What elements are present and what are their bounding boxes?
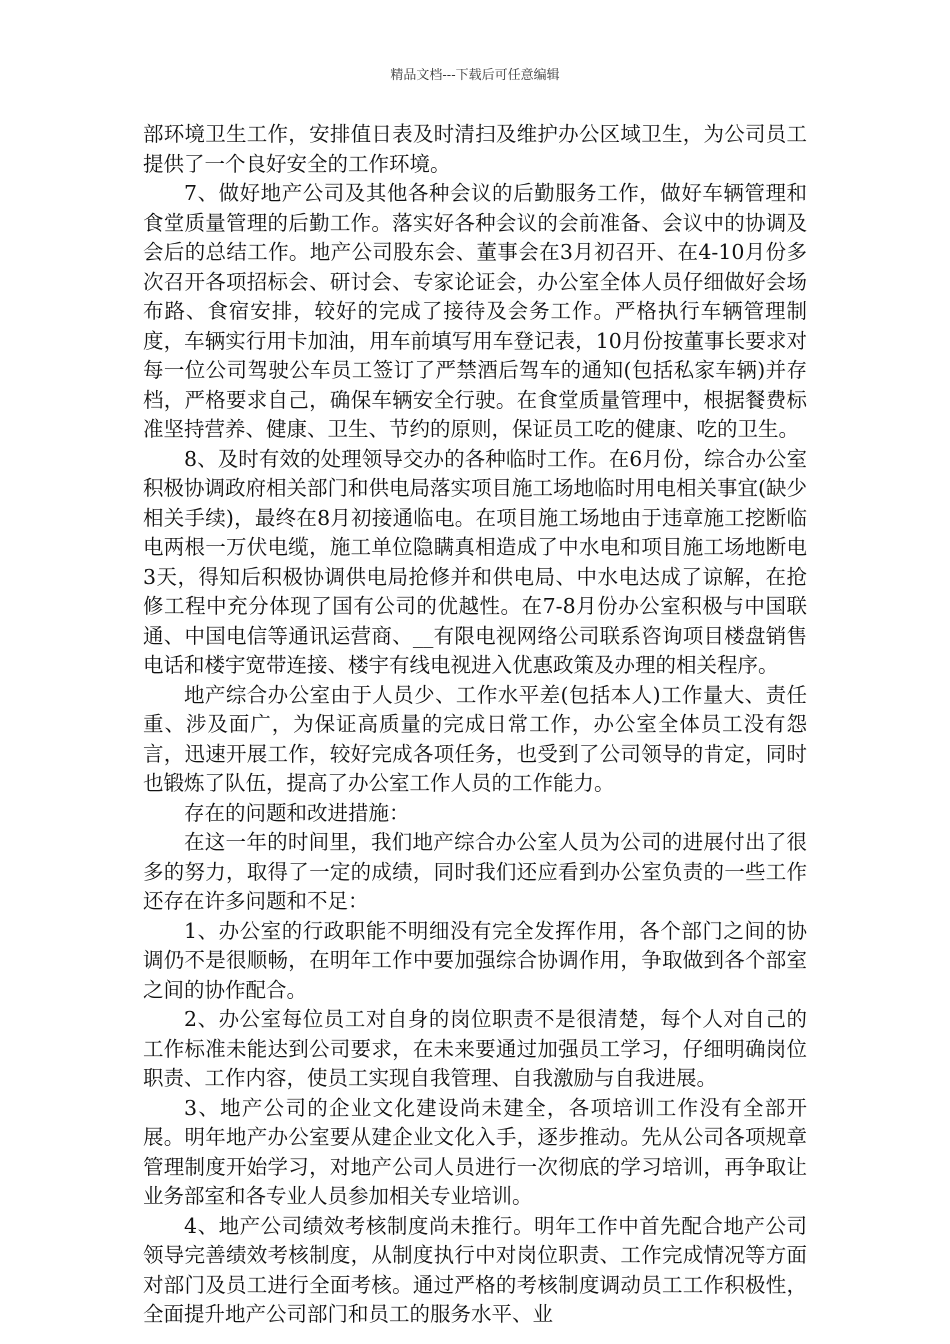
list-item-3: 3、地产公司的企业文化建设尚未建全，各项培训工作没有全部开展。明年地产办公室要从建企业文化入手，逐步推动。先从公司各项规章管理制度开始学习，对地产公司人员进行一次彻底的学习培训，再争取让业务部室和各专业人员参加相关专业培训。 xyxy=(143,1095,807,1208)
paragraph-4: 地产综合办公室由于人员少、工作水平差(包括本人)工作量大、责任重、涉及面广，为保证高质量的完成日常工作，办公室全体员工没有怨言，迅速开展工作，较好完成各项任务，也受到了公司领导的肯定，同时也锻炼了队伍，提高了办公室工作人员的工作能力。 xyxy=(143,682,807,795)
section-heading: 存在的问题和改进措施： xyxy=(184,800,410,825)
list-item-4: 4、地产公司绩效考核制度尚未推行。明年工作中首先配合地产公司领导完善绩效考核制度，从制度执行中对岗位职责、工作完成情况等方面对部门及员工进行全面考核。通过严格的考核制度调动员工工作积极性，全面提升地产公司部门和员工的服务水平、业 xyxy=(143,1213,807,1326)
paragraph-3: 8、及时有效的处理领导交办的各种临时工作。在6月份，综合办公室积极协调政府相关部门和供电局落实项目施工场地临时用电相关事宜(缺少相关手续)，最终在8月初接通临电。在项目施工场地由于违章施工挖断临电两根一万伏电缆，施工单位隐瞒真相造成了中水电和项目施工场地断电3天，得知后积极协调供电局抢修并和供电局、中水电达成了谅解，在抢修工程中充分体现了国有公司的优越性。在7-8月份办公室积极与中国联通、中国电信等通讯运营商、__有限电视网络公司联系咨询项目楼盘销售电话和楼宇宽带连接、楼宇有线电视进入优惠政策及办理的相关程序。 xyxy=(143,446,807,677)
page-header: 精品文档---下载后可任意编辑 xyxy=(390,68,560,83)
paragraph-1: 部环境卫生工作，安排值日表及时清扫及维护办公区域卫生，为公司员工提供了一个良好安全的工作环境。 xyxy=(143,122,807,176)
list-item-1: 1、办公室的行政职能不明细没有完全发挥作用，各个部门之间的协调仍不是很顺畅，在明年工作中要加强综合协调作用，争取做到各个部室之间的协作配合。 xyxy=(143,918,807,1002)
list-item-2: 2、办公室每位员工对自身的岗位职责不是很清楚，每个人对自己的工作标准未能达到公司要求，在未来要通过加强员工学习，仔细明确岗位职责、工作内容，使员工实现自我管理、自我激励与自我进展。 xyxy=(143,1007,807,1090)
document-body xyxy=(143,120,807,1330)
paragraph-2: 7、做好地产公司及其他各种会议的后勤服务工作，做好车辆管理和食堂质量管理的后勤工作。落实好各种会议的会前准备、会议中的协调及会后的总结工作。地产公司股东会、董事会在3月初召开、在4-10月份多次召开各项招标会、研讨会、专家论证会，办公室全体人员仔细做好会场布路、食宿安排，较好的完成了接待及会务工作。严格执行车辆管理制度，车辆实行用卡加油，用车前填写用车登记表，10月份按董事长要求对每一位公司驾驶公车员工签订了严禁酒后驾车的通知(包括私家车辆)并存档，严格要求自己，确保车辆安全行驶。在食堂质量管理中，根据餐费标准坚持营养、健康、卫生、节约的原则，保证员工吃的健康、吃的卫生。 xyxy=(143,181,807,441)
paragraph-5: 在这一年的时间里，我们地产综合办公室人员为公司的进展付出了很多的努力，取得了一定的成绩，同时我们还应看到办公室负责的一些工作还存在许多问题和不足： xyxy=(143,830,807,913)
